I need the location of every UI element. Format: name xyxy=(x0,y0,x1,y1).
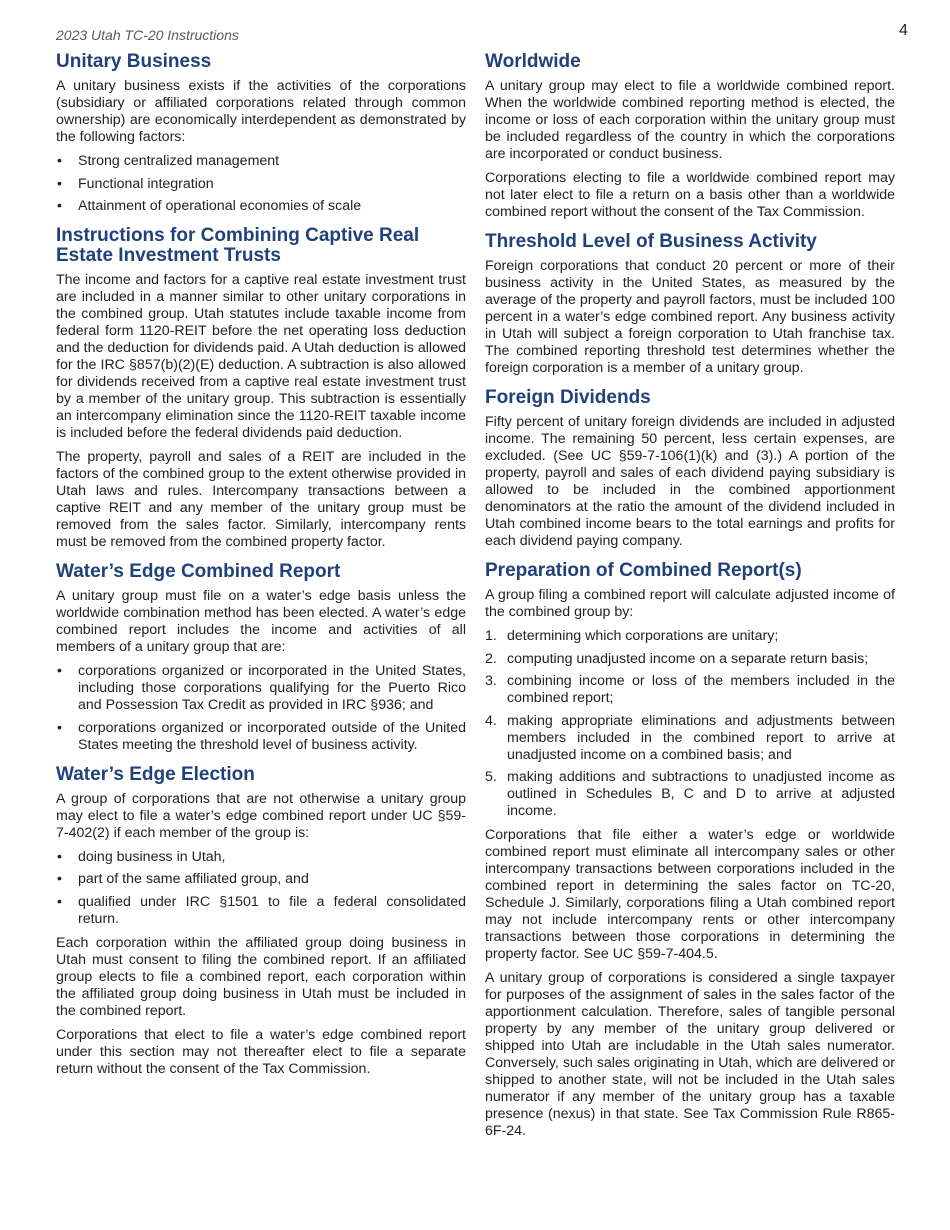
list-number: 5. xyxy=(485,769,497,785)
bullet-icon: • xyxy=(57,871,62,887)
list-item xyxy=(56,198,466,215)
section-heading: Foreign Dividends xyxy=(485,387,651,408)
bullet-icon: • xyxy=(57,893,62,910)
bullet-list xyxy=(56,153,466,215)
list-item xyxy=(56,663,466,714)
list-item-text: Strong centralized management xyxy=(78,153,280,169)
section-waters-edge-combined-report xyxy=(56,562,466,754)
list-item-text: doing business in Utah, xyxy=(78,848,226,865)
bullet-icon: • xyxy=(57,719,62,736)
list-item xyxy=(485,651,895,668)
paragraph: Foreign corporations that conduct 20 percent or more of their business activity in the United States, as measured by the average of the property and payroll factors, must be included 100 percent in a water’s edge combined report. Any business activity in Utah will subject a foreign corporation to Utah franchise tax. The combined reporting threshold test determines whether the foreign corporation is a member of a unitary group. xyxy=(485,258,895,376)
list-number: 3. xyxy=(485,673,497,689)
list-item-text: combining income or loss of the members included in the combined report; xyxy=(507,673,895,706)
paragraph: Fifty percent of unitary foreign dividends are included in adjusted income. The remaining 50 percent, less certain expenses, are excluded. (See UC §59-7-106(1)(k) and (3).) A portion of the property, payroll and sales of each dividend paying subsidiary is allowed to be included in the combined apportionment denominators at the ratio the amount of the dividend included in Utah combined income bears to the total earnings and profits for each dividend paying company. xyxy=(485,414,895,549)
right-column xyxy=(485,52,895,1147)
section-heading: Water’s Edge Combined Report xyxy=(56,561,341,582)
list-item-text: corporations organized or incorporated outside of the United States meeting the threshold level of business activity. xyxy=(78,719,466,753)
paragraph: Corporations that file either a water’s edge or worldwide combined report must eliminate all intercompany sales or other intercompany transactions between corporations included in the combined report in determining the sales factor on TC-20, Schedule J. Similarly, corporations filing a Utah combined report may not include intercompany rents or other intercompany transactions between those corporations in determining the property factor. See UC §59-7-404.5. xyxy=(485,827,895,962)
section-preparation-combined-reports xyxy=(485,561,895,1140)
numbered-list xyxy=(485,628,895,820)
section-threshold-level xyxy=(485,232,895,377)
list-item xyxy=(485,628,895,645)
section-foreign-dividends xyxy=(485,388,895,550)
list-item-text: determining which corporations are unitary; xyxy=(507,628,779,644)
bullet-icon: • xyxy=(57,848,62,865)
list-item xyxy=(485,713,895,764)
bullet-icon: • xyxy=(57,175,62,192)
list-item-text: making appropriate eliminations and adjustments between members included in the combined report to arrive at unadjusted income on a combined basis; and xyxy=(507,712,895,763)
list-item-text: making additions and subtractions to unadjusted income as outlined in Schedules B, C and D to arrive at adjusted income. xyxy=(507,769,895,819)
paragraph: A unitary business exists if the activities of the corporations (subsidiary or affiliated corporations related through common ownership) are economically interdependent as demonstrated by the following factors: xyxy=(56,78,466,145)
section-heading: Unitary Business xyxy=(56,51,212,72)
list-item xyxy=(56,871,466,888)
list-item-text: qualified under IRC §1501 to file a federal consolidated return. xyxy=(78,893,466,927)
list-item-text: corporations organized or incorporated in the United States, including those corporations qualifying for the Puerto Rico and Possession Tax Credit as provided in IRC §936; and xyxy=(78,663,466,713)
section-worldwide xyxy=(485,52,895,221)
list-item xyxy=(485,673,895,707)
paragraph: Corporations that elect to file a water’s edge combined report under this section may not thereafter elect to file a separate return without the consent of the Tax Commission. xyxy=(56,1026,466,1077)
paragraph: A group filing a combined report will calculate adjusted income of the combined group by: xyxy=(485,587,895,620)
paragraph: A unitary group may elect to file a worldwide combined report. When the worldwide combined reporting method is elected, the income or loss of each corporation within the unitary group must be included regardless of the country in which the corporations are incorporated or conduct business. xyxy=(485,78,895,162)
list-item xyxy=(56,849,466,866)
list-item xyxy=(485,769,895,820)
list-item-text: computing unadjusted income on a separate return basis; xyxy=(507,650,869,667)
left-column xyxy=(56,52,466,1085)
section-heading: Threshold Level of Business Activity xyxy=(485,231,817,252)
paragraph: The income and factors for a captive real estate investment trust are included in a manner similar to other unitary corporations in the combined group. Utah statutes include taxable income from federal form 1120-REIT before the net operating loss deduction and the deduction for dividends paid. A Utah deduction is allowed for the IRC §857(b)(2)(E) deduction. A subtraction is also allowed for dividends received from a captive real estate investment trust by a member of the unitary group. This subtraction is essentially an intercompany elimination since the 1120-REIT taxable income is included before the federal dividends paid deduction. xyxy=(56,272,466,441)
bullet-icon: • xyxy=(57,153,62,169)
list-number: 2. xyxy=(485,650,497,667)
section-heading: Worldwide xyxy=(485,51,581,72)
list-item-text: part of the same affiliated group, and xyxy=(78,871,309,887)
bullet-icon: • xyxy=(57,663,62,679)
list-item xyxy=(56,894,466,928)
list-number: 4. xyxy=(485,712,497,729)
bullet-list xyxy=(56,849,466,928)
bullet-icon: • xyxy=(57,198,62,214)
page-number: 4 xyxy=(899,22,908,39)
list-item xyxy=(56,153,466,170)
bullet-list xyxy=(56,663,466,754)
section-waters-edge-election xyxy=(56,765,466,1078)
section-captive-reit xyxy=(56,226,466,551)
list-item xyxy=(56,720,466,754)
paragraph: Each corporation within the affiliated group doing business in Utah must consent to filing the combined report. If an affiliated group elects to file a combined report, each corporation within the affiliated group doing business in Utah must be included in the combined report. xyxy=(56,934,466,1019)
paragraph: A unitary group of corporations is considered a single taxpayer for purposes of the assignment of sales in the sales factor of the apportionment calculation. Therefore, sales of tangible personal property by any member of the unitary group delivered or shipped into Utah are includable in the Utah sales numerator. Conversely, such sales originating in Utah, which are delivered or shipped to another state, will not be included in the Utah sales numerator if any member of the unitary group has a taxable presence (nexus) in that state. See Tax Commission Rule R865-6F-24. xyxy=(485,970,895,1139)
paragraph: Corporations electing to file a worldwide combined report may not later elect to file a return on a basis other than a worldwide combined report without the consent of the Tax Commission. xyxy=(485,170,895,220)
paragraph: A group of corporations that are not otherwise a unitary group may elect to file a water’s edge combined report under UC §59-7-402(2) if each member of the group is: xyxy=(56,790,466,841)
list-item xyxy=(56,176,466,193)
list-item-text: Functional integration xyxy=(78,175,214,192)
paragraph: A unitary group must file on a water’s edge basis unless the worldwide combination method has been elected. A water’s edge combined report includes the income and activities of all members of a unitary group that are: xyxy=(56,588,466,655)
section-heading: Instructions for Combining Captive Real Estate Investment Trusts xyxy=(56,225,420,266)
section-unitary-business xyxy=(56,52,466,215)
section-heading: Water’s Edge Election xyxy=(56,763,255,785)
section-heading: Preparation of Combined Report(s) xyxy=(485,560,802,581)
paragraph: The property, payroll and sales of a REIT are included in the factors of the combined group to the extent otherwise provided in Utah laws and rules. Intercompany transactions between a captive REIT and any member of the unitary group must be removed from the sales factor. Similarly, intercompany rents must be removed from the combined property factor. xyxy=(56,449,466,550)
list-item-text: Attainment of operational economies of scale xyxy=(78,198,362,214)
page-header: 2023 Utah TC-20 Instructions xyxy=(56,27,239,43)
list-number: 1. xyxy=(485,628,497,644)
